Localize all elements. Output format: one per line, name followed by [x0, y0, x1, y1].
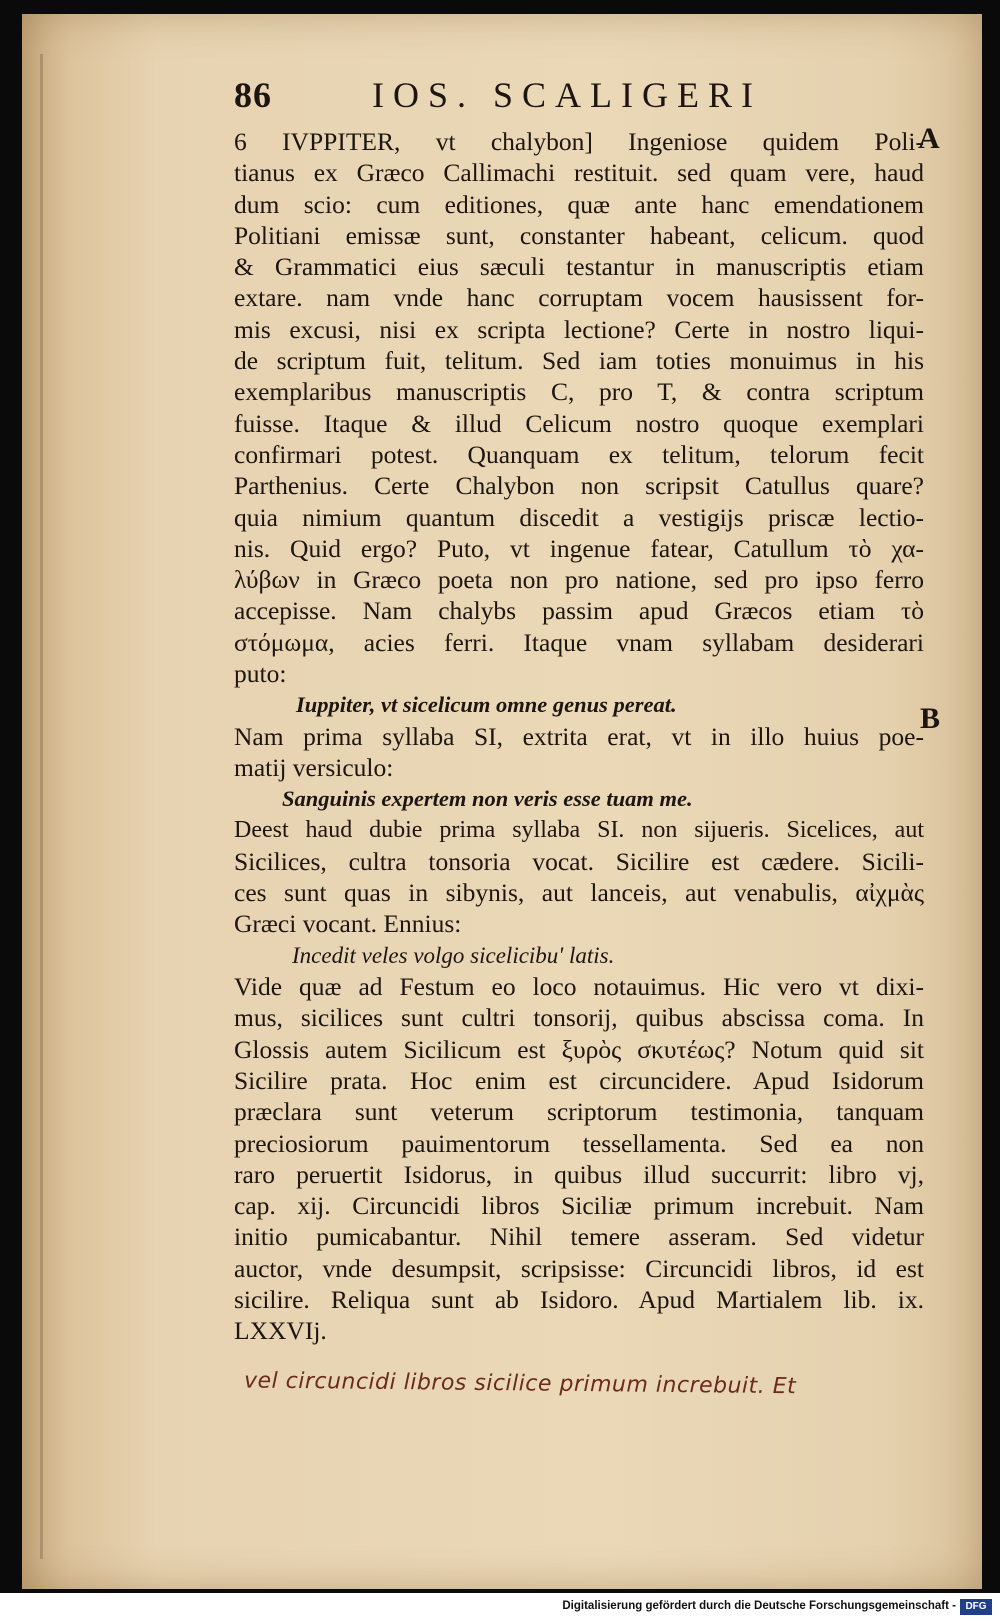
book-page: [22, 14, 982, 1589]
margin-letter-b: B: [920, 702, 941, 735]
text-line: nis. Quid ergo? Puto, vt ingenue fatear, Catullum τὸ χα-: [234, 533, 924, 563]
text-line: Vide quæ ad Festum eo loco notauimus. Hic vero vt dixi-: [234, 972, 924, 1002]
text-line: exemplaribus manuscriptis C, pro T, & contra scriptum: [234, 377, 924, 407]
verse-quotation: Sanguinis expertem non veris esse tuam me.: [282, 786, 693, 812]
text-line: & Grammatici eius sæculi testantur in manuscriptis etiam: [234, 252, 924, 282]
text-line: Deest haud dubie prima syllaba SI. non sijueris. Sicelices, aut: [234, 816, 924, 843]
text-line: sicilire. Reliqua sunt ab Isidoro. Apud Martialem lib. ix.: [234, 1284, 924, 1314]
text-line: mis excusi, nisi ex scripta lectione? Certe in nostro liqui-: [234, 314, 924, 344]
text-line: Sicilices, cultra tonsoria vocat. Sicilire est cædere. Sicili-: [234, 846, 924, 876]
page-number: 86: [234, 75, 272, 115]
text-line: confirmari potest. Quanquam ex telitum, telorum fecit: [234, 439, 924, 469]
page-header: [222, 74, 822, 124]
text-line: fuisse. Itaque & illud Celicum nostro quoque exemplari: [234, 408, 924, 438]
text-line: matij versiculo:: [234, 752, 394, 782]
text-line: Parthenius. Certe Chalybon non scripsit Catullus quare?: [234, 471, 924, 501]
main-text-block: [234, 126, 924, 1347]
text-line: στόμωμα, acies ferri. Itaque vnam syllabam desiderari: [234, 627, 924, 657]
text-line: quia nimium quantum discedit a vestigijs priscæ lectio-: [234, 502, 924, 532]
text-line: Sicilire prata. Hoc enim est circuncidere. Apud Isidorum: [234, 1065, 924, 1095]
text-line: Glossis autem Sicilicum est ξυρὸς σκυτέως? Notum quid sit: [234, 1034, 924, 1064]
text-line: Nam prima syllaba SI, extrita erat, vt in illo huius poe-: [234, 721, 924, 751]
text-line: præclara sunt veterum scriptorum testimonia, tanquam: [234, 1097, 924, 1127]
text-line: λύβων in Græco poeta non pro natione, sed pro ipso ferro: [234, 565, 924, 595]
text-line: LXXVIj.: [234, 1316, 327, 1346]
text-line: de scriptum fuit, telitum. Sed iam toties monuimus in his: [234, 346, 924, 376]
text-line: cap. xij. Circuncidi libros Siciliæ primum increbuit. Nam: [234, 1191, 924, 1221]
text-line: puto:: [234, 659, 287, 689]
text-line: Græci vocant. Ennius:: [234, 909, 462, 939]
funding-credit: Digitalisierung gefördert durch die Deutsche Forschungsgemeinschaft -: [562, 1600, 956, 1612]
text-line: accepisse. Nam chalybs passim apud Græcos etiam τὸ: [234, 596, 924, 626]
verse-quotation: Iuppiter, vt sicelicum omne genus pereat.: [296, 692, 677, 718]
dfg-logo: DFG: [960, 1599, 992, 1615]
running-head: IOS. SCALIGERI: [372, 75, 763, 115]
text-line: tianus ex Græco Callimachi restituit. sed quam vere, haud: [234, 158, 924, 188]
text-line: mus, sicilices sunt cultri tonsorij, quibus abscissa coma. In: [234, 1003, 924, 1033]
page-gutter-shadow: [40, 54, 43, 1559]
text-line: ces sunt quas in sibynis, aut lanceis, aut venabulis, αἰχμὰς: [234, 878, 924, 908]
text-line: Politiani emissæ sunt, constanter habeant, celicum. quod: [234, 220, 924, 250]
text-line: raro peruertit Isidorus, in quibus illud succurrit: libro vj,: [234, 1159, 924, 1189]
text-line: extare. nam vnde hanc corruptam vocem hausissent for-: [234, 283, 924, 313]
digitization-footer: [0, 1593, 1000, 1623]
text-line: initio pumicabantur. Nihil temere asseram. Sed videtur: [234, 1222, 924, 1252]
margin-letter-a: A: [918, 122, 940, 155]
text-line: dum scio: cum editiones, quæ ante hanc emendationem: [234, 189, 924, 219]
text-line: auctor, vnde desumpsit, scripsisse: Circuncidi libros, id est: [234, 1253, 924, 1283]
text-line: 6 IVPPITER, vt chalybon] Ingeniose quidem Poli-: [234, 127, 924, 156]
verse-quotation: Incedit veles volgo sicelicibu' latis.: [292, 942, 615, 968]
handwritten-annotation: vel circuncidi libros sicilice primum increbuit. Et: [243, 1368, 797, 1400]
text-line: preciosiorum pauimentorum tessellamenta. Sed ea non: [234, 1128, 924, 1158]
